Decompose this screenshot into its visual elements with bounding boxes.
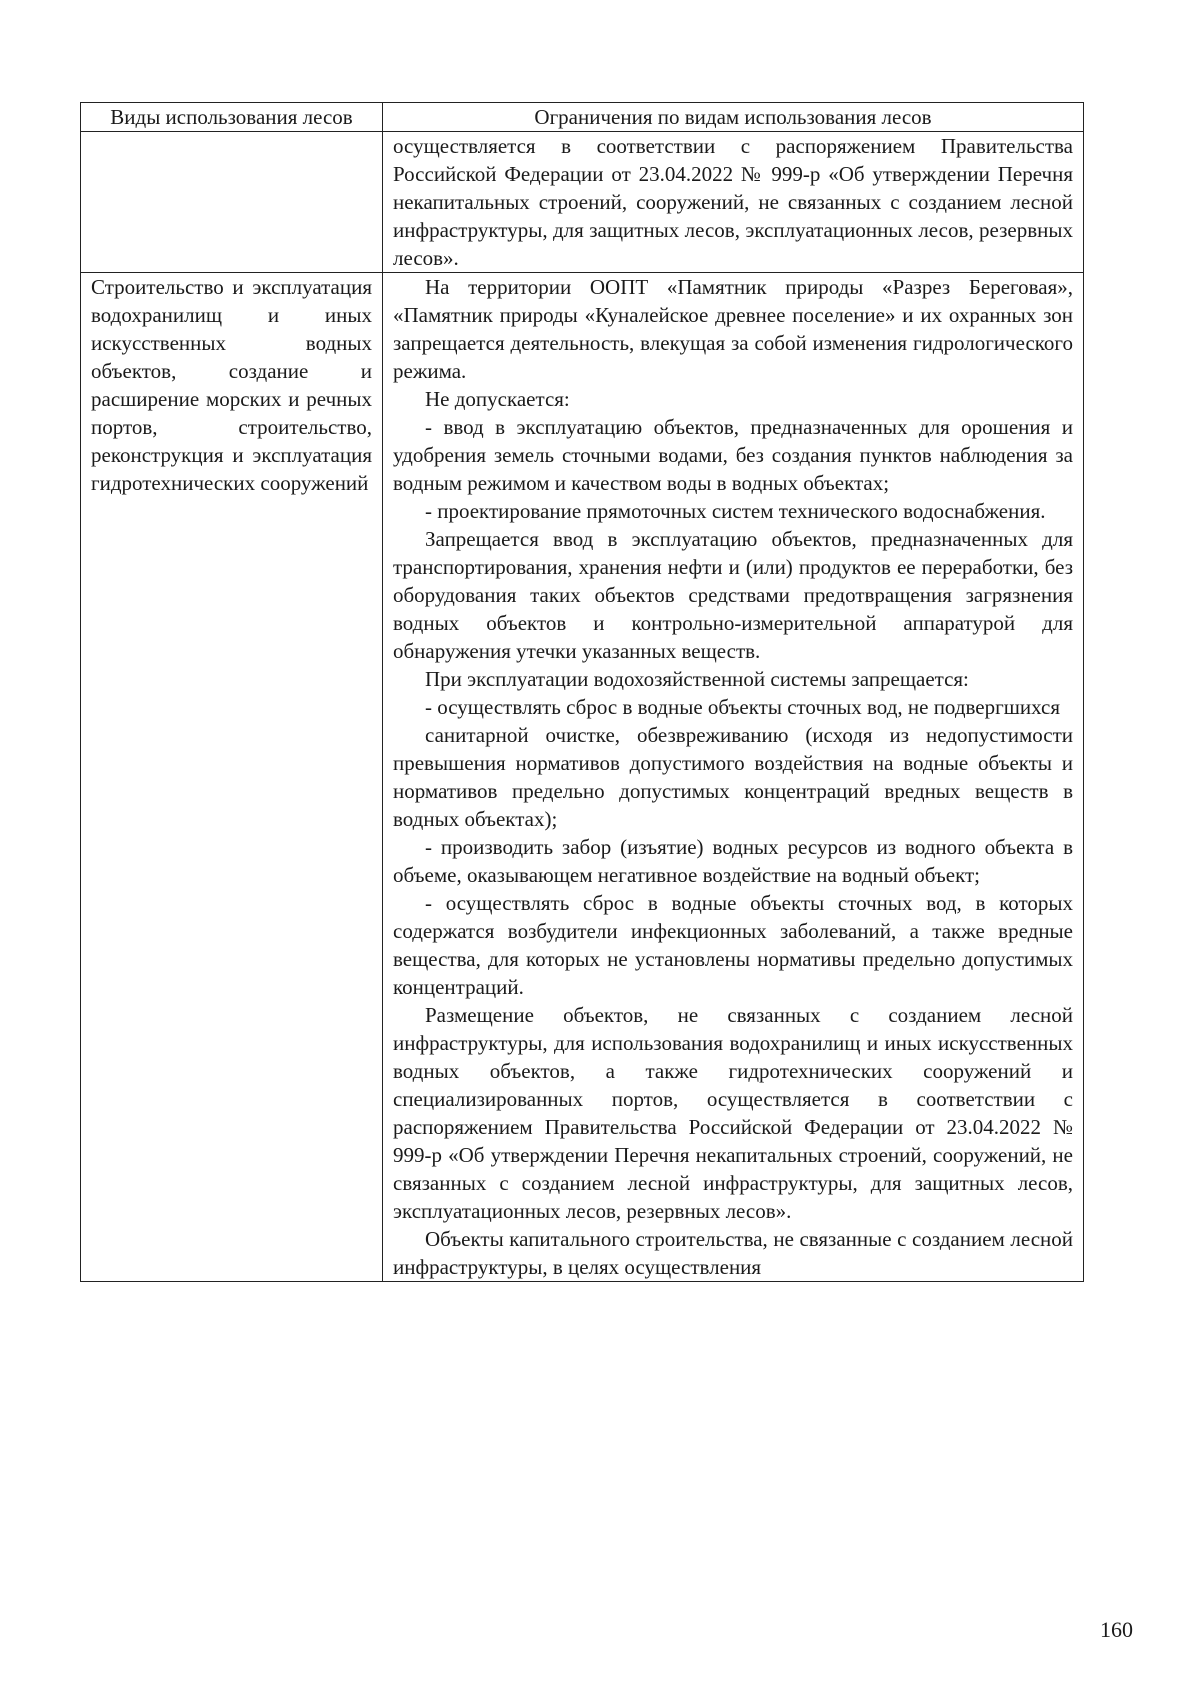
restriction-paragraph: Объекты капитального строительства, не связанные с созданием лесной инфраструктуры, в целях осуществления — [393, 1227, 1073, 1279]
row1-use-type-cell — [81, 132, 383, 273]
header-restrictions: Ограничения по видам использования лесов — [383, 103, 1084, 132]
restriction-paragraph: На территории ООПТ «Памятник природы «Разрез Береговая», «Памятник природы «Куналейское древнее поселение» и их охранных зон запрещается деятельность, влекущая за собой изменения гидрологического режима. — [393, 275, 1073, 383]
restriction-paragraph: Не допускается: — [425, 387, 570, 411]
table-row — [81, 273, 1084, 1282]
restriction-paragraph: При эксплуатации водохозяйственной системы запрещается: — [425, 667, 969, 691]
row2-restrictions-cell — [383, 273, 1084, 1282]
restriction-paragraph: - проектирование прямоточных систем технического водоснабжения. — [425, 499, 1046, 523]
restriction-paragraph: - ввод в эксплуатацию объектов, предназначенных для орошения и удобрения земель сточными водами, без создания пунктов наблюдения за водным режимом и качеством воды в водных объектах; — [393, 415, 1073, 495]
table-row — [81, 132, 1084, 273]
restriction-paragraph: Размещение объектов, не связанных с созданием лесной инфраструктуры, для использования водохранилищ и иных искусственных водных объектов, а также гидротехнических сооружений и специализированных портов, осуществляется в соответствии с распоряжением Правительства Российской Федерации от 23.04.2022 № 999-р «Об утверждении Перечня некапитальных строений, сооружений, не связанных с созданием лесной инфраструктуры, для защитных лесов, эксплуатационных лесов, резервных лесов». — [393, 1003, 1073, 1223]
restriction-paragraph: - осуществлять сброс в водные объекты сточных вод, не подвергшихся — [425, 695, 1061, 719]
restriction-paragraph: санитарной очистке, обезвреживанию (исходя из недопустимости превышения нормативов допустимого воздействия на водные объекты и нормативов предельно допустимых концентраций вредных веществ в водных объектах); — [393, 723, 1073, 831]
restriction-paragraph: - производить забор (изъятие) водных ресурсов из водного объекта в объеме, оказывающем негативное воздействие на водный объект; — [393, 835, 1073, 887]
restriction-paragraph: - осуществлять сброс в водные объекты сточных вод, в которых содержатся возбудители инфекционных заболеваний, а также вредные вещества, для которых не установлены нормативы предельно допустимых концентраций. — [393, 891, 1073, 999]
row2-use-type-cell: Строительство и эксплуатация водохранилищ и иных искусственных водных объектов, создание и расширение морских и речных портов, строительство, реконструкция и эксплуатация гидротехнических сооружений — [81, 273, 383, 1282]
forest-use-table — [80, 102, 1084, 1282]
restriction-paragraph: Запрещается ввод в эксплуатацию объектов, предназначенных для транспортирования, хранения нефти и (или) продуктов ее переработки, без оборудования таких объектов средствами предотвращения загрязнения водных объектов и контрольно-измерительной аппаратурой для обнаружения утечки указанных веществ. — [393, 527, 1073, 663]
row1-restrictions-text: осуществляется в соответствии с распоряжением Правительства Российской Федерации от 23.04.2022 № 999-р «Об утверждении Перечня некапитальных строений, сооружений, не связанных с созданием лесной инфраструктуры, для защитных лесов, эксплуатационных лесов, резервных лесов». — [393, 134, 1073, 270]
row1-restrictions-cell — [383, 132, 1084, 273]
page-number: 160 — [1100, 1617, 1133, 1642]
header-forest-use-types: Виды использования лесов — [81, 103, 383, 132]
table-header-row — [81, 103, 1084, 132]
